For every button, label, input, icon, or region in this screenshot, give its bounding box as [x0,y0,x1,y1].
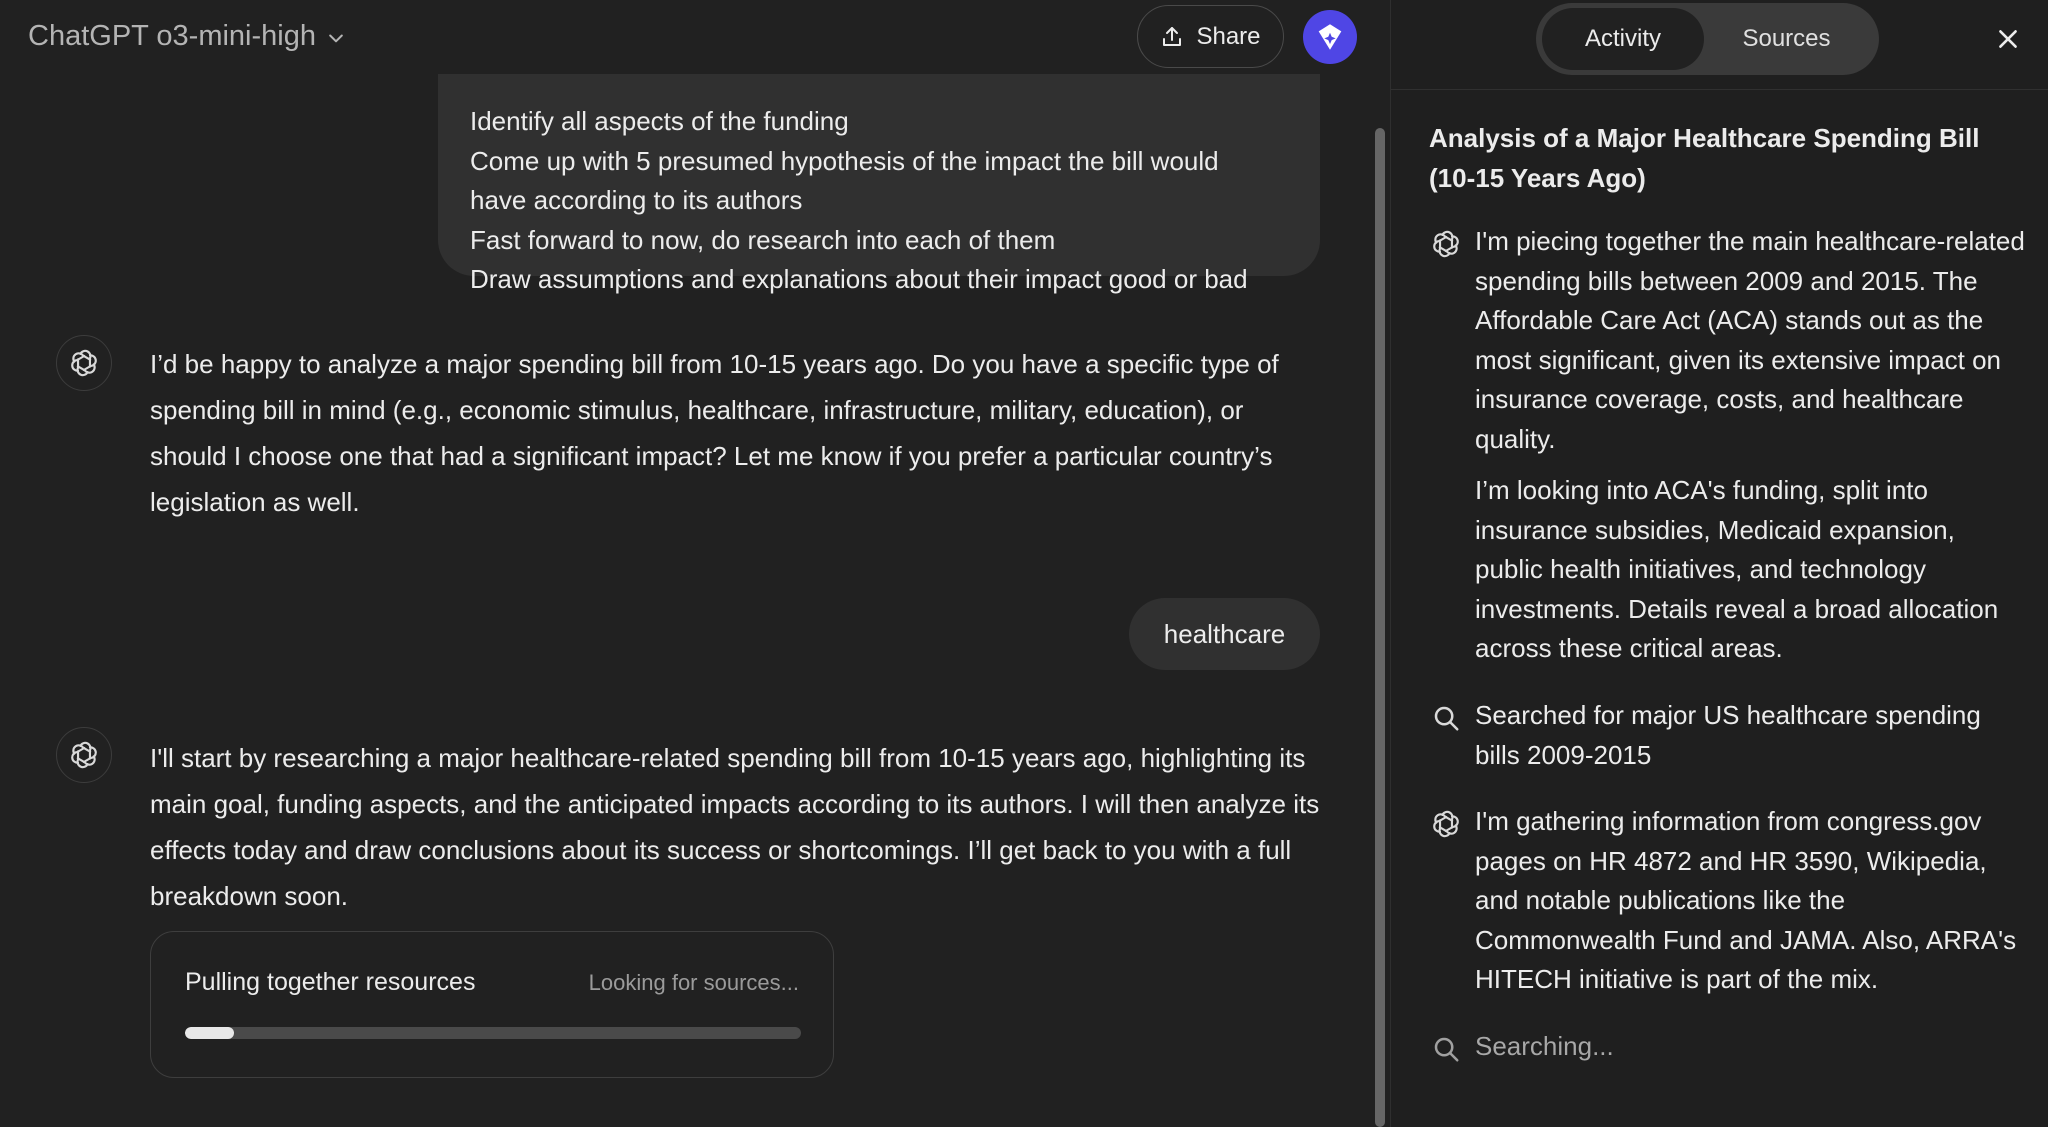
close-panel-button[interactable] [1991,22,2025,56]
activity-item-body [1475,222,2027,669]
chatgpt-logo-icon [67,346,101,380]
panel-tab-switcher [1536,3,1879,75]
user-message-line: have according to its authors [470,185,803,215]
activity-panel-header [1391,0,2048,90]
tab-sources[interactable]: Sources [1742,25,1831,52]
user-message-line: Fast forward to now, do research into each of them [470,224,1056,255]
assistant-avatar [56,727,112,783]
close-icon [1995,26,2021,52]
top-bar [0,0,1390,74]
user-message-line: Draw assumptions and explanations about their impact good or bad [470,264,1248,294]
activity-item [1429,222,2029,669]
activity-item [1429,802,2029,1000]
model-selector[interactable] [28,16,346,56]
user-message-line: Come up with 5 presumed hypothesis of the impact the bill would [470,145,1219,176]
assistant-avatar [56,335,112,391]
chatgpt-logo-icon [67,738,101,772]
progress-title: Pulling together resources [185,968,476,996]
user-message-text: healthcare [1163,618,1286,649]
activity-item-text: I'm gathering information from congress.gov pages on HR 4872 and HR 3590, Wikipedia, and notable publications like the Commonwealth Fund and JAMA. Also, ARRA's HITECH initiative is part of the mix. [1475,806,2017,994]
search-icon [1431,1034,1461,1064]
activity-item-pending [1429,1027,2029,1067]
assistant-message: I'll start by researching a major healthcare-related spending bill from 10-15 years ago, highlighting its main goal, funding aspects, and the anticipated impacts according to its authors. I will then analyze its effects today and draw conclusions about its success or shortcomings. I’ll get back to you with a full breakdown soon. [150,743,1320,911]
tab-activity[interactable]: Activity [1542,8,1704,70]
activity-item-icon [1429,701,1463,735]
chatgpt-logo-icon [1429,807,1463,841]
sparkle-badge-icon [1313,20,1347,54]
user-message-line: Identify all aspects of the funding [470,106,849,136]
chat-scrollbar[interactable] [1375,128,1385,1127]
activity-item-text: Searched for major US healthcare spending bills 2009-2015 [1475,700,1981,770]
progress-status: Looking for sources... [588,970,799,995]
share-icon [1160,25,1184,49]
activity-item-icon [1429,807,1463,841]
research-progress-card[interactable] [150,931,834,1078]
progress-bar [185,1027,801,1039]
activity-panel [1390,0,2048,1127]
model-name: ChatGPT o3-mini-high [28,19,316,52]
activity-item [1429,696,2029,775]
share-button[interactable] [1137,5,1284,68]
activity-item-icon [1429,1032,1463,1066]
activity-title: Analysis of a Major Healthcare Spending Bill (10-15 Years Ago) [1429,123,1980,193]
chatgpt-logo-icon [1429,227,1463,261]
share-label: Share [1196,22,1261,50]
user-message-bubble [1129,598,1320,670]
upgrade-button[interactable] [1303,10,1357,64]
activity-paragraph: I’m looking into ACA's funding, split into insurance subsidies, Medicaid expansion, public health initiatives, and technology investments. Details reveal a broad allocation across these critical areas. [1475,475,1999,663]
user-message-bubble [438,60,1320,294]
progress-bar-fill [185,1027,234,1039]
activity-paragraph: I'm piecing together the main healthcare-related spending bills between 2009 and 2015. The Affordable Care Act (ACA) stands out as the most significant, given its extensive impact on insurance coverage, costs, and healthcare quality. [1475,226,2025,454]
assistant-message: I’d be happy to analyze a major spending bill from 10-15 years ago. Do you have a specific type of spending bill in mind (e.g., economic stimulus, healthcare, infrastructure, military, education), or should I choose one that had a significant impact? Let me know if you prefer a particular country’s legislation as well. [150,349,1279,517]
searching-status-text: Searching... [1475,1027,2027,1067]
chevron-down-icon [326,28,346,48]
activity-item-icon [1429,227,1463,261]
search-icon [1431,703,1461,733]
